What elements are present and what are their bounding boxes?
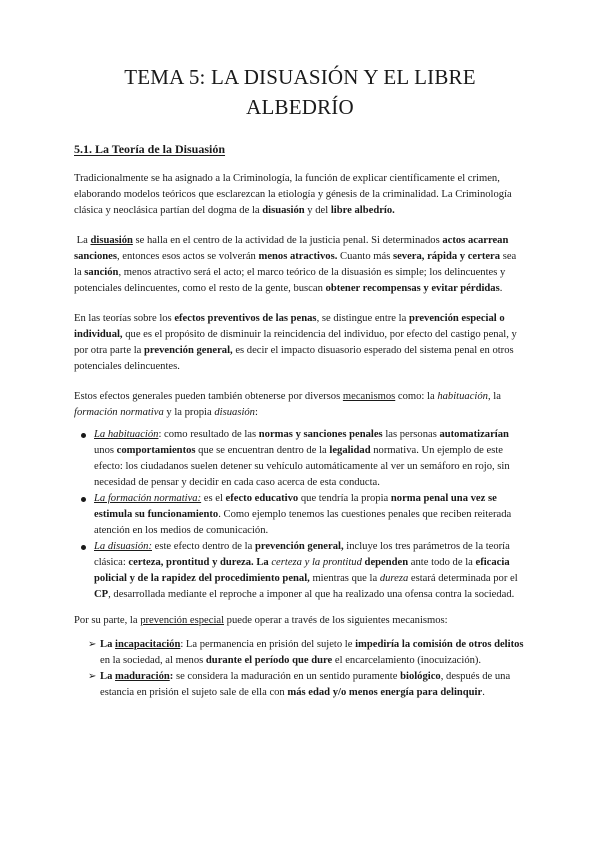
bullet-list xyxy=(74,427,526,603)
arrow-bullet-icon: ➢ xyxy=(88,671,97,682)
paragraph-disuasion: La disuasión se halla en el centro de la actividad de la justicia penal. Si determinados actos acarrean sanciones, entonces esos actos se volverán menos atractivos. Cuanto más severa, rápida y certera sea la sanción, menos atractivo será el acto; el marco teórico de la disuasión es simple; los delincuentes y potenciales delincuentes, como el resto de la gente, buscan obtener recompensas y evitar pérdidas. xyxy=(74,235,517,294)
paragraph-intro: Tradicionalmente se ha asignado a la Criminología, la función de explicar científicamente el crimen, elaborando modelos teóricos que esclarezcan la etiología y génesis de la criminalidad. La Criminología clásica y neoclásica partían del dogma de la disuasión y del libre albedrío. xyxy=(74,173,512,216)
section-heading: 5.1. La Teoría de la Disuasión xyxy=(74,142,226,156)
list-item: La disuasión: este efecto dentro de la prevención general, incluye los tres parámetros de la teoría clásica: certeza, prontitud y dureza. La certeza y la prontitud dependen ante todo de la eficacia policial y de la rapidez del procedimiento penal, mientras que la dureza estará determinada por el CP, desarrollada mediante el reproche a imponer al que ha realizado una ofensa contra la sociedad. xyxy=(94,539,526,603)
paragraph-efectos: En las teorías sobre los efectos preventivos de las penas, se distingue entre la prevención especial o individual, que es el propósito de disminuir la reincidencia del individuo, por efecto del castigo penal, y por otra parte la prevención general, es decir el impacto disuasorio esperado del sistema penal en otros potenciales delincuentes. xyxy=(74,313,517,372)
list-item: La habituación: como resultado de las normas y sanciones penales las personas automatizarían unos comportamientos que se encuentran dentro de la legalidad normativa. Un ejemplo de este efecto: los ciudadanos suelen detener su vehículo automáticamente al ver un semáforo en rojo, sin necesidad de pensar y decidir en cada caso acerca de esta conducta. xyxy=(94,427,526,491)
list-item: ➢ La maduración: se considera la maduración en un sentido puramente biológico, después de una estancia en prisión el sujeto sale de ella con más edad y/o menos energía para delinquir. xyxy=(88,671,511,698)
list-item: La formación normativa: es el efecto educativo que tendría la propia norma penal una vez se estimula su funcionamiento. Como ejemplo tenemos las cuestiones penales que reciben reiterada atención en los medios de comunicación. xyxy=(94,491,526,539)
arrow-bullet-icon: ➢ xyxy=(88,639,97,650)
document-title: TEMA 5: LA DISUASIÓN Y EL LIBRE ALBEDRÍO xyxy=(124,65,476,119)
paragraph-mecanismos: Estos efectos generales pueden también obtenerse por diversos mecanismos como: la habituación, la formación normativa y la propia disuasión: xyxy=(74,391,501,418)
paragraph-prevencion-especial: Por su parte, la prevención especial puede operar a través de los siguientes mecanismos: xyxy=(74,615,448,626)
bullet-icon xyxy=(81,433,86,438)
arrow-list xyxy=(74,637,526,701)
bullet-icon xyxy=(81,497,86,502)
bullet-icon xyxy=(81,545,86,550)
list-item: ➢ La incapacitación: La permanencia en prisión del sujeto le impediría la comisión de otros delitos en la sociedad, al menos durante el período que dure el encarcelamiento (inocuización). xyxy=(88,639,524,666)
